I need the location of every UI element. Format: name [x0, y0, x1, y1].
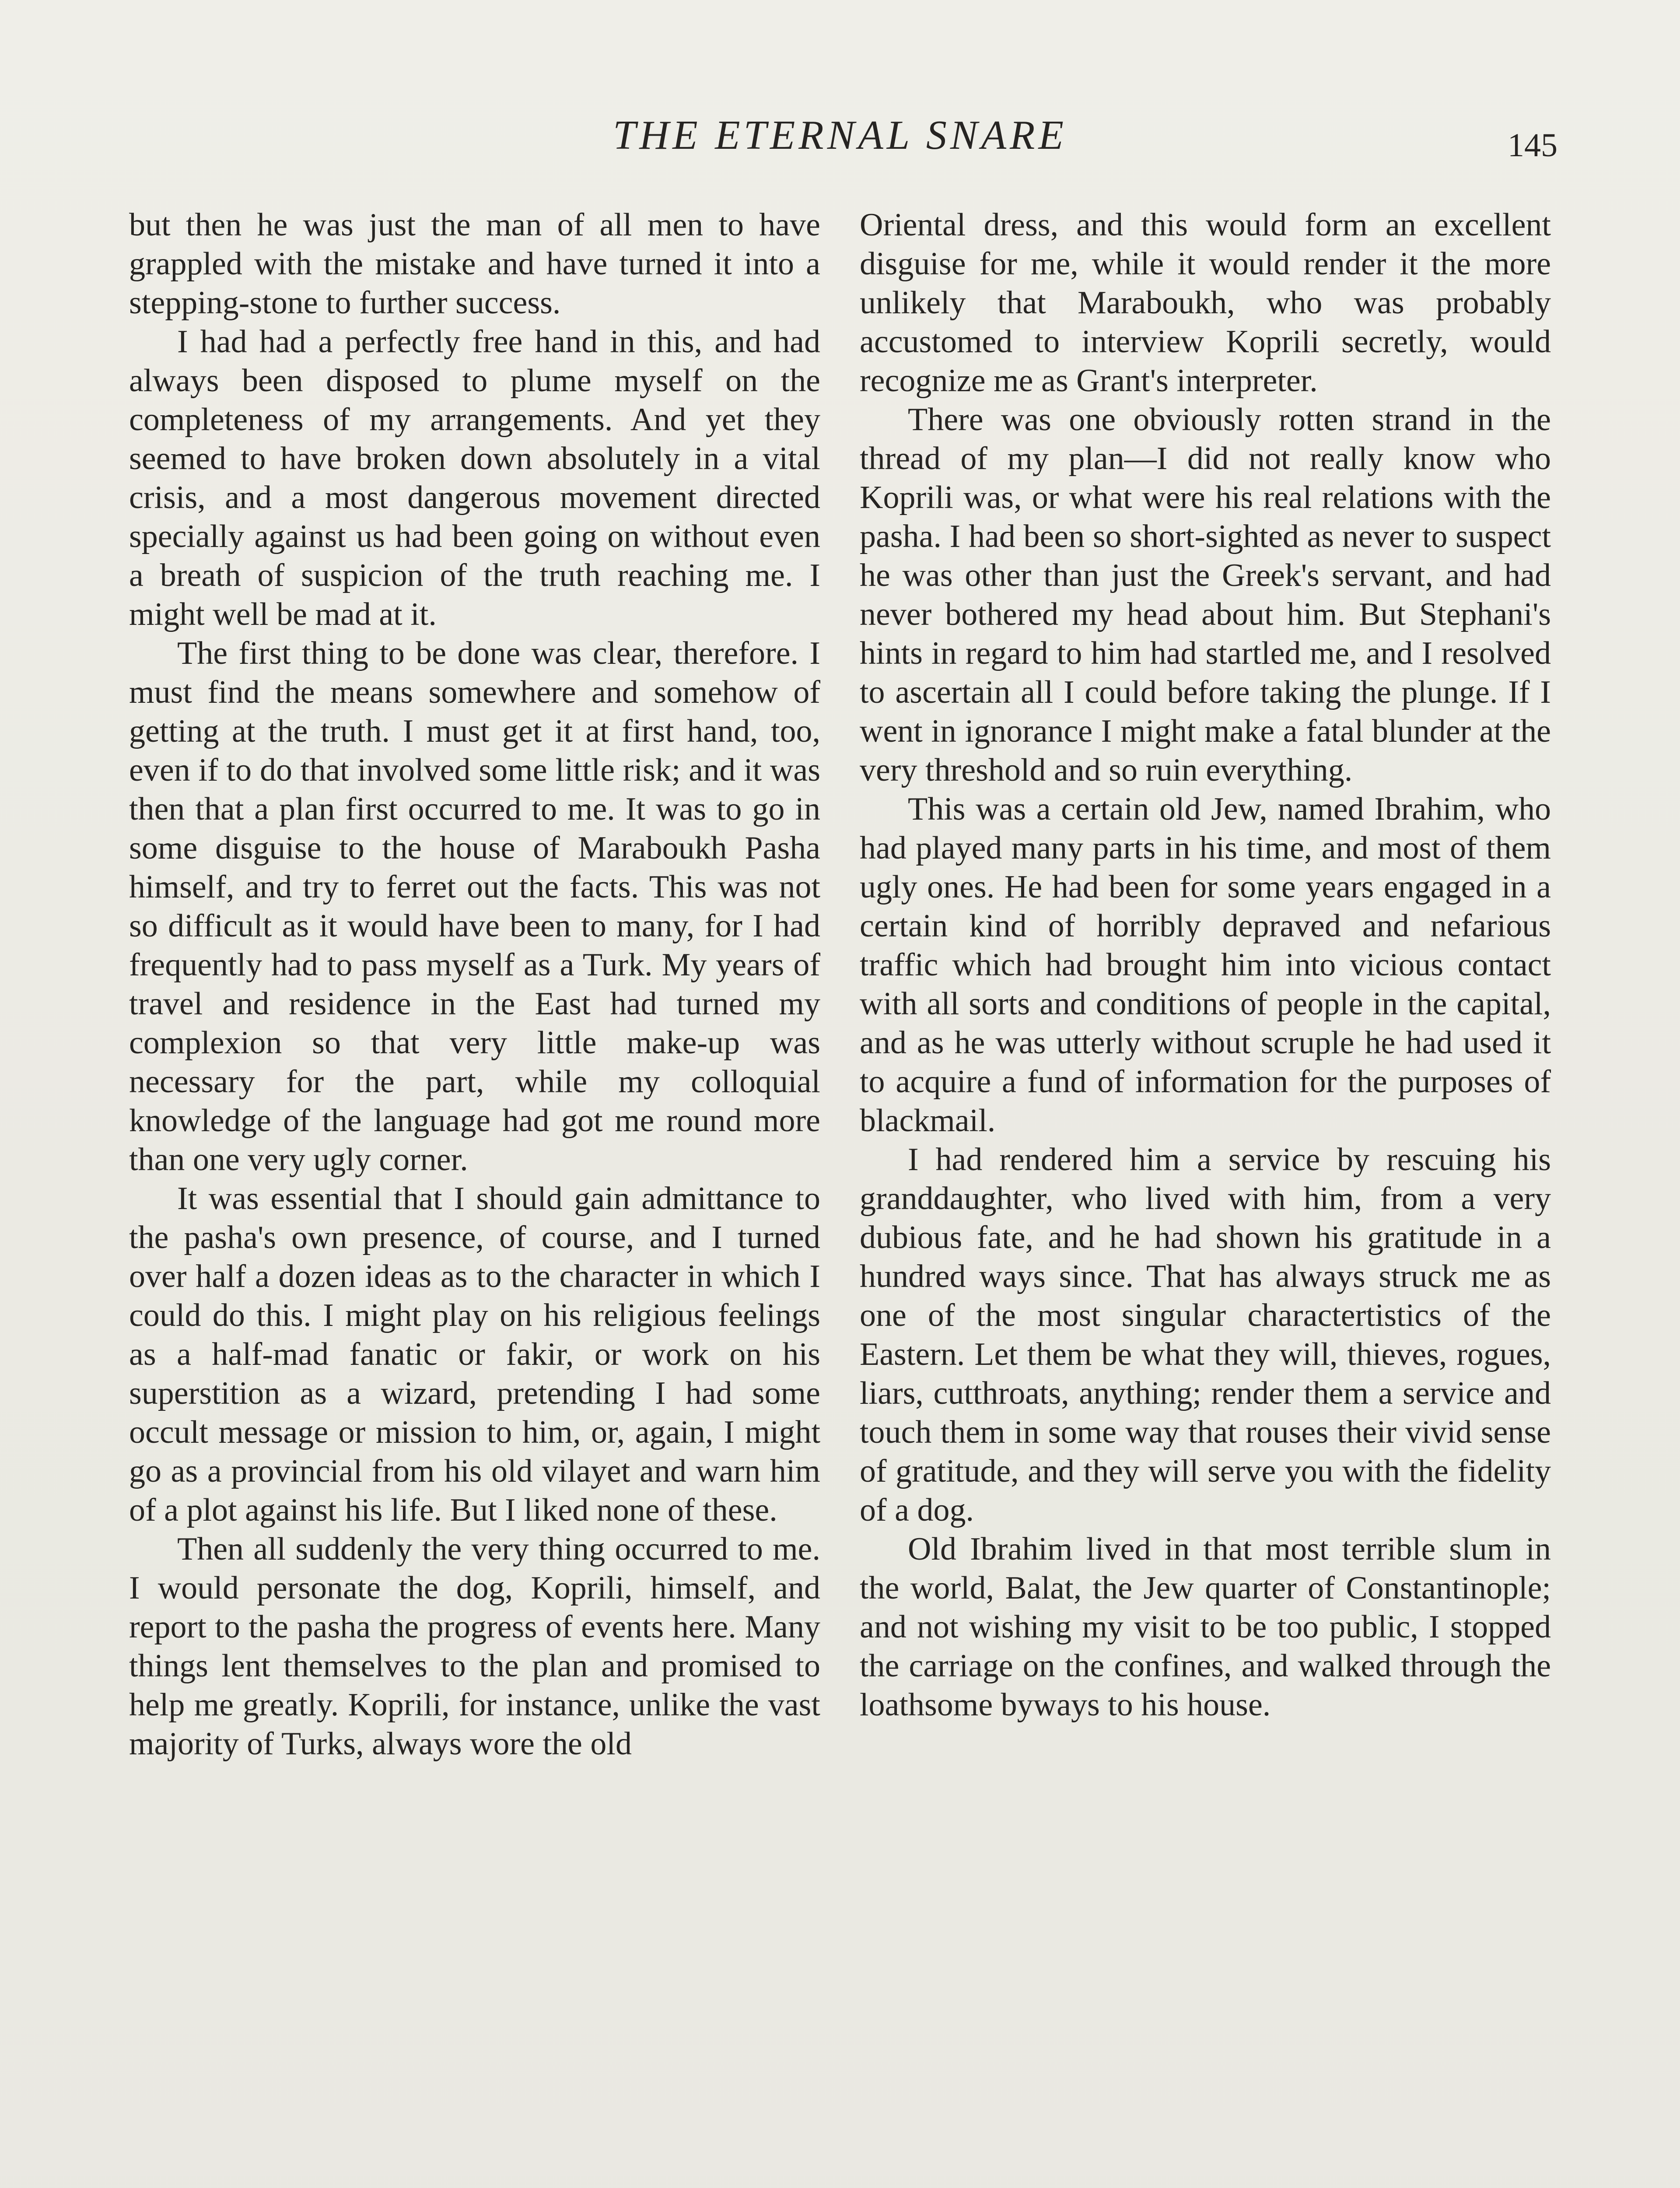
paragraph: I had had a perfectly free hand in this, and had always been disposed to plume myself on the completeness of my arrangements. And yet they seemed to have broken down absolutely in a vital crisis, and a most dangerous movement directed specially against us had been going on without even a breath of suspicion of the truth reaching me. I might well be mad at it. [129, 324, 820, 632]
paragraph: The first thing to be done was clear, therefore. I must find the means somewhere and somehow of getting at the truth. I must get it at first hand, too, even if to do that involved some little risk; and it was then that a plan first occurred to me. It was to go in some disguise to the house of Maraboukh Pasha himself, and try to ferret out the facts. This was not so difficult as it would have been to many, for I had frequently had to pass myself as a Turk. My years of travel and residence in the East had turned my complexion so that very little make-up was necessary for the part, while my colloquial knowledge of the language had got me round more than one very ugly corner. [129, 635, 820, 1178]
paragraph: but then he was just the man of all men to have grappled with the mistake and have turned it into a stepping-stone to further success. [129, 207, 820, 321]
paragraph: It was essential that I should gain admittance to the pasha's own presence, of course, and I turned over half a dozen ideas as to the character in which I could do this. I might play on his religious feelings as a half-mad fanatic or fakir, or work on his superstition as a wizard, pretending I had some occult message or mission to him, or, again, I might go as a provincial from his old vilayet and warn him of a plot against his life. But I liked none of these. [129, 1181, 820, 1528]
paragraph: Old Ibrahim lived in that most terrible slum in the world, Balat, the Jew quarter of Constantinople; and not wishing my visit to be too public, I stopped the carriage on the confines, and walked through the loathsome byways to his house. [860, 1531, 1551, 1723]
right-column [860, 206, 1551, 1725]
paragraph: I had rendered him a service by rescuing his granddaughter, who lived with him, from a very dubious fate, and he had shown his gratitude in a hundred ways since. That has always struck me as one of the most singular charactertistics of the Eastern. Let them be what they will, thieves, rogues, liars, cutthroats, anything; render them a service and touch them in some way that rouses their vivid sense of gratitude, and they will serve you with the fidelity of a dog. [860, 1142, 1551, 1528]
paragraph: Then all suddenly the very thing occurred to me. I would personate the dog, Koprili, himself, and report to the pasha the progress of events here. Many things lent themselves to the plan and promised to help me greatly. Koprili, for instance, unlike the vast majority of Turks, always wore the old [129, 1531, 820, 1762]
page-number: 145 [1508, 127, 1558, 164]
running-title: THE ETERNAL SNARE [613, 112, 1067, 158]
left-column [129, 206, 820, 1764]
paragraph: Oriental dress, and this would form an excellent disguise for me, while it would render it the more unlikely that Maraboukh, who was probably accustomed to interview Koprili secretly, would recognize me as Grant's interpreter. [860, 207, 1551, 399]
paragraph: This was a certain old Jew, named Ibrahim, who had played many parts in his time, and most of them ugly ones. He had been for some years engaged in a certain kind of horribly depraved and nefarious traffic which had brought him into vicious contact with all sorts and conditions of people in the capital, and as he was utterly without scruple he had used it to acquire a fund of information for the purposes of blackmail. [860, 791, 1551, 1139]
paragraph: There was one obviously rotten strand in the thread of my plan—I did not really know who Koprili was, or what were his real relations with the pasha. I had been so short-sighted as never to suspect he was other than just the Greek's servant, and had never bothered my head about him. But Stephani's hints in regard to him had startled me, and I resolved to ascertain all I could before taking the plunge. If I went in ignorance I might make a fatal blunder at the very threshold and so ruin everything. [860, 402, 1551, 788]
